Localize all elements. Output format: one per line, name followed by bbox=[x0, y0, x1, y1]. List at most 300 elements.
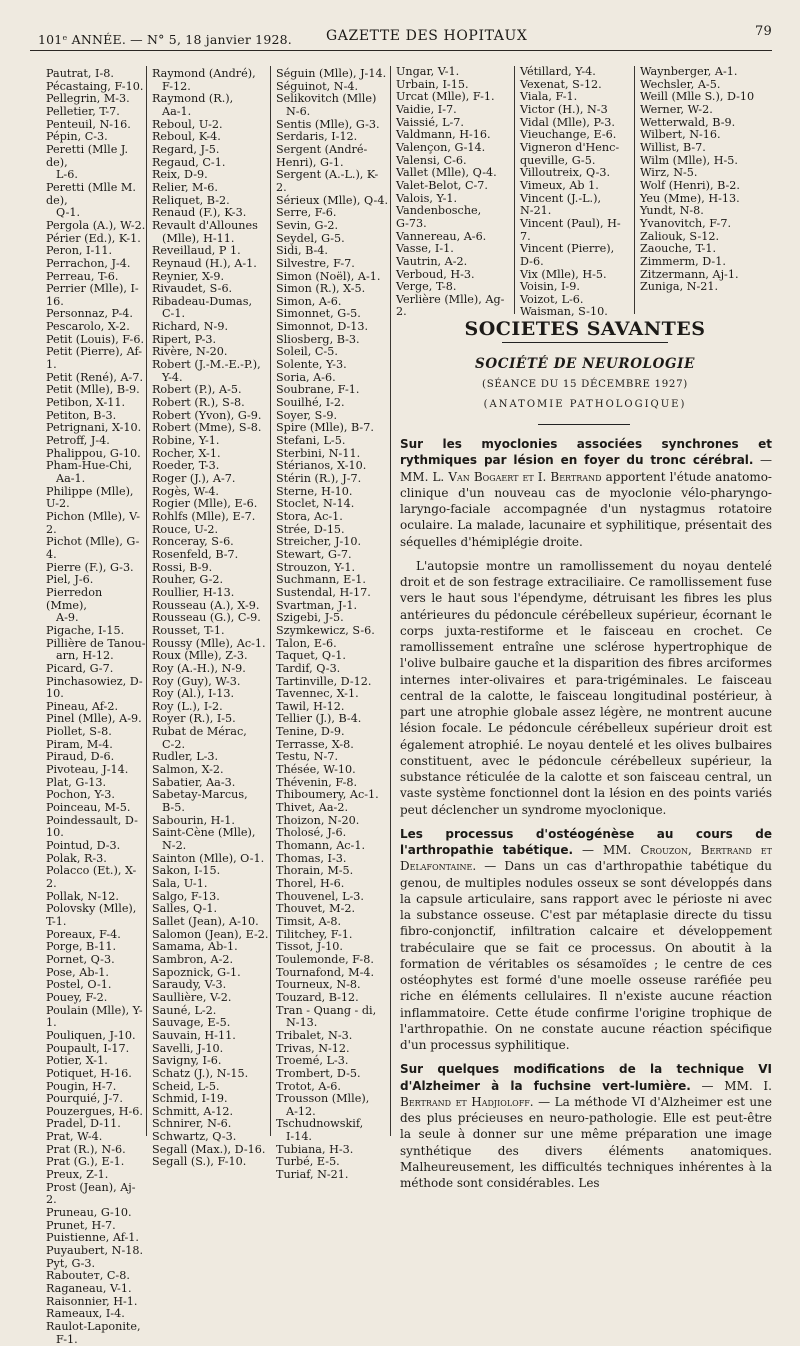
index-entry: Saraudy, V-3. bbox=[152, 978, 227, 992]
index-entry: Pivoteau, J-14. bbox=[46, 763, 129, 777]
index-entry: Roeder, T-3. bbox=[152, 459, 220, 473]
index-entry: Thiboumery, Ac-1. bbox=[276, 788, 379, 802]
index-entry: Petrignani, X-10. bbox=[46, 421, 142, 435]
index-entry: Ripert, P-3. bbox=[152, 332, 217, 346]
index-entry: Rouher, G-2. bbox=[152, 573, 224, 587]
index-entry: C-1. bbox=[162, 307, 186, 321]
index-entry: Philippe (Mlle), U-2. bbox=[46, 484, 134, 511]
index-entry: Sergent (A.-L.), K-2. bbox=[276, 168, 379, 194]
index-entry: N-21. bbox=[520, 204, 552, 218]
index-entry: Petit (Louis), F-6. bbox=[46, 332, 145, 346]
index-entry: Soyer, S-9. bbox=[276, 408, 338, 422]
index-entry: Pigache, I-15. bbox=[46, 623, 125, 637]
index-entry: Seydel, G-5. bbox=[276, 231, 345, 245]
index-entry: Raisonnier, H-1. bbox=[46, 1294, 138, 1308]
index-entry: Peretti (Mlle M. de), bbox=[46, 180, 136, 207]
article-paragraph: — Dans un cas d'arthropathie tabétique du genou, de multiples nodules osseux se sont développés dans la capsule articulaire, sans rapport avec le périoste ni avec la substance osseuse. C'est par métaplasie directe du tissu fibro-conjonctif, infiltration calcaire et développement trabéculaire que se fait ce processus. On aboutit à la formation de véritables os sésamoïdes ; le centre de ces ostéophytes est formé d'une moelle osseuse raréfiée peu riche en éléments cellulaires. Il n'existe aucune réaction inflammatoire. Cette étude confirme l'origine trophique de l'arthropathie. On ne constate aucune réaction spécifique d'un processus syphilitique. bbox=[400, 859, 772, 1052]
index-entry: Zaouche, T-1. bbox=[640, 242, 717, 256]
index-entry: Rudler, L-3. bbox=[152, 750, 219, 764]
article-authors: — MM. I. Bertrand et Hadjioloff. bbox=[400, 1078, 772, 1109]
index-entry: (Mlle), H-11. bbox=[162, 231, 235, 245]
index-entry: Trotot, A-6. bbox=[276, 1079, 341, 1093]
index-entry: N-13. bbox=[286, 1016, 318, 1030]
article-title: Sur les myoclonies associées synchrones et rythmiques par lésion en foyer du tronc cérébral. bbox=[400, 437, 772, 468]
index-entry: Sterbini, N-11. bbox=[276, 446, 361, 460]
index-entry: Reynier, X-9. bbox=[152, 269, 225, 283]
index-entry: Pose, Ab-1. bbox=[46, 965, 109, 979]
column-divider bbox=[514, 66, 515, 314]
index-entry: Tran - Quang - di, bbox=[276, 1003, 377, 1017]
index-entry: Urbain, I-15. bbox=[396, 77, 469, 91]
index-entry: Rouce, U-2. bbox=[152, 522, 219, 536]
index-entry: Puyaubert, N-18. bbox=[46, 1244, 144, 1258]
index-entry: A-12. bbox=[286, 1104, 316, 1118]
index-entry: Tenine, D-9. bbox=[276, 725, 345, 739]
index-entry: Pierredon (Mme), bbox=[46, 585, 103, 612]
index-entry: Q-1. bbox=[56, 206, 81, 220]
index-entry: Puistienne, Af-1. bbox=[46, 1231, 139, 1245]
index-entry: Troemé, L-3. bbox=[276, 1054, 349, 1068]
index-column-1 bbox=[46, 68, 146, 1346]
index-entry: Reliquet, B-2. bbox=[152, 193, 230, 207]
index-entry: Touzard, B-12. bbox=[276, 990, 359, 1004]
article-authors: — MM. L. Van Bogaert et I. Bertrand bbox=[400, 453, 772, 484]
index-entry: Stérianos, X-10. bbox=[276, 459, 367, 473]
journal-title: GAZETTE DES HOPITAUX bbox=[326, 28, 528, 44]
index-entry: Reboul, K-4. bbox=[152, 130, 221, 144]
index-entry: Schmid, I-19. bbox=[152, 1092, 228, 1106]
article-paragraph: L'autopsie montre un ramollissement du noyau dentelé droit et de son festrage extraciliaire. Ce ramollissement fuse vers le haut sous l'épendyme, détruisant les fibres les plus antérieures du pédoncule cérébelleux supérieur, écornant le corps juxta-restiforme et le faisceau en crochet. Ce ramollissement entraîne une sclérose hypertrophique de l'olive bulbaire gauche et la disparition des fibres arciformes internes inter-olivaires et para-trigéminales. Le faisceau central de la calotte, le faisceau longitudinal postérieur, à part une atrophie globale assez légère, ne montrent aucune lésion focale. Le pédoncule cérébelleux supérieur droit est également atrophié. Le noyau dentelé et les olives bulbaires constituent, avec le pédoncule cérébelleux supérieur, la substance réticulée de la calotte et son faisceau central, un vaste système fonctionnel dont la lésion en des points variés peut déclencher un syndrome myoclonique. bbox=[400, 558, 772, 817]
index-entry: queville, G-5. bbox=[520, 153, 596, 167]
index-entry: Valençon, G-14. bbox=[396, 140, 486, 154]
index-entry: Prat (G.), E-1. bbox=[46, 1155, 125, 1169]
index-entry: Pichon (Mlle), V-2. bbox=[46, 509, 140, 536]
index-entry: Petiton, B-3. bbox=[46, 408, 117, 422]
section-rule bbox=[538, 424, 630, 425]
index-entry: B-5. bbox=[162, 801, 185, 815]
index-entry: Roux (Mlle), Z-3. bbox=[152, 649, 248, 663]
index-entry: Penteuil, N-16. bbox=[46, 117, 131, 131]
index-entry: Salles, Q-1. bbox=[152, 902, 218, 916]
index-entry: Souilhé, I-2. bbox=[276, 396, 345, 410]
index-entry: Victor (H.), N-3 bbox=[520, 102, 608, 116]
index-entry: Schatz (J.), N-15. bbox=[152, 1066, 249, 1080]
index-entry: Thomann, Ac-1. bbox=[276, 839, 366, 853]
index-entry: Spire (Mlle), B-7. bbox=[276, 421, 374, 435]
index-entry: Villoutreix, Q-3. bbox=[520, 166, 611, 180]
society-name: SOCIÉTÉ DE NEUROLOGIE bbox=[475, 356, 695, 372]
index-entry: Personnaz, P-4. bbox=[46, 307, 133, 321]
index-column-3 bbox=[276, 68, 388, 1182]
index-entry: Tournafond, M-4. bbox=[276, 965, 375, 979]
index-entry: Vincent (Pierre), bbox=[520, 242, 615, 256]
index-entry: Piram, M-4. bbox=[46, 737, 113, 751]
index-entry: Prat, W-4. bbox=[46, 1130, 103, 1144]
index-entry: Taquet, Q-1. bbox=[276, 649, 346, 663]
index-entry: Thésée, W-10. bbox=[276, 763, 356, 777]
index-entry: Richard, N-9. bbox=[152, 320, 229, 334]
index-entry: Ribadeau-Dumas, bbox=[152, 294, 253, 308]
index-entry: Soria, A-6. bbox=[276, 370, 336, 384]
index-entry: Relier, M-6. bbox=[152, 180, 218, 194]
index-entry: Solente, Y-3. bbox=[276, 358, 347, 372]
index-entry: Prat (R.), N-6. bbox=[46, 1142, 126, 1156]
index-entry: Pécastaing, F-10. bbox=[46, 79, 144, 93]
index-entry: Vimeux, Ab 1. bbox=[520, 178, 599, 192]
index-entry: Sliosberg, B-3. bbox=[276, 332, 360, 346]
index-entry: Timsit, A-8. bbox=[276, 914, 342, 928]
index-entry: F-1. bbox=[56, 1332, 78, 1346]
index-entry: Segall (Max.), D-16. bbox=[152, 1142, 266, 1156]
index-entry: Svartman, J-1. bbox=[276, 598, 358, 612]
index-entry: Roger (J.), A-7. bbox=[152, 472, 236, 485]
index-entry: Rubat de Mérac, bbox=[152, 725, 247, 739]
index-entry: Peron, I-11. bbox=[46, 244, 113, 258]
index-box-right bbox=[390, 65, 774, 319]
index-entry: Roy (L.), I-2. bbox=[152, 699, 223, 713]
index-entry: I-14. bbox=[286, 1130, 312, 1144]
index-entry: Voizot, L-6. bbox=[520, 292, 584, 306]
index-entry: Valet-Belot, C-7. bbox=[396, 178, 488, 192]
index-entry: Thévenin, F-8. bbox=[276, 775, 358, 789]
index-entry: Vandenbosche, bbox=[396, 204, 482, 218]
index-entry: Zuniga, N-21. bbox=[640, 280, 719, 294]
index-entry: Robine, Y-1. bbox=[152, 434, 220, 448]
index-entry: Poreaux, F-4. bbox=[46, 927, 121, 941]
article-myoclonies bbox=[400, 436, 772, 1199]
index-entry: Pointud, D-3. bbox=[46, 839, 121, 853]
index-entry: Simon (R.), X-5. bbox=[276, 282, 366, 296]
issue-info: 101ᵉ ANNÉE. — N° 5, 18 janvier 1928. bbox=[38, 32, 292, 47]
index-entry: Roy (Al.), I-13. bbox=[152, 687, 235, 701]
index-entry: Piraud, D-6. bbox=[46, 750, 115, 764]
index-entry: Royer (R.), I-5. bbox=[152, 712, 236, 726]
index-entry: Sustendal, H-17. bbox=[276, 585, 371, 599]
index-entry: Vaissié, L-7. bbox=[396, 115, 464, 129]
index-entry: Tissot, J-10. bbox=[276, 940, 343, 954]
index-entry: Tartinville, D-12. bbox=[276, 674, 372, 688]
index-entry: Wilm (Mlle), H-5. bbox=[640, 153, 738, 167]
index-entry: N-2. bbox=[162, 839, 187, 853]
index-entry: Prost (Jean), Aj-2. bbox=[46, 1180, 136, 1207]
index-entry: Thorain, M-5. bbox=[276, 864, 354, 878]
index-entry: Polacco (Et.), X-2. bbox=[46, 864, 137, 890]
index-entry: Sidi, B-4. bbox=[276, 244, 328, 258]
index-entry: Rivère, N-20. bbox=[152, 345, 228, 359]
index-entry: Roy (A.-H.), N-9. bbox=[152, 661, 246, 675]
index-entry: Tribalet, N-3. bbox=[276, 1028, 353, 1042]
index-entry: Schnirer, N-6. bbox=[152, 1117, 232, 1131]
index-entry: Stérin (R.), J-7. bbox=[276, 472, 362, 485]
index-entry: Trombert, D-5. bbox=[276, 1066, 361, 1080]
index-entry: Turbé, E-5. bbox=[276, 1155, 340, 1169]
index-entry: Tawil, H-12. bbox=[276, 699, 345, 713]
index-entry: Sergent (André- bbox=[276, 142, 368, 156]
index-entry: Valensi, C-6. bbox=[396, 153, 467, 167]
index-entry: Thivet, Aa-2. bbox=[276, 801, 348, 815]
index-entry: Potiquet, H-16. bbox=[46, 1066, 132, 1080]
index-entry: Perrier (Mlle), I-16. bbox=[46, 282, 139, 308]
index-entry: Viala, F-1. bbox=[520, 90, 578, 104]
index-entry: Sauvain, H-11. bbox=[152, 1028, 236, 1042]
index-entry: Trousson (Mlle), bbox=[276, 1092, 370, 1106]
index-entry: Stora, Ac-1. bbox=[276, 509, 343, 523]
index-entry: Picard, G-7. bbox=[46, 661, 114, 675]
index-entry: Poindessault, D-10. bbox=[46, 813, 138, 840]
index-entry: Petit (Mlle), B-9. bbox=[46, 383, 140, 397]
index-entry: Pruneau, G-10. bbox=[46, 1206, 132, 1220]
index-entry: Sala, U-1. bbox=[152, 877, 208, 890]
index-entry: Polovsky (Mlle), T-1. bbox=[46, 902, 137, 928]
index-entry: Rameaux, I-4. bbox=[46, 1307, 125, 1321]
index-entry: Pyt, G-3. bbox=[46, 1256, 96, 1270]
index-entry: Potier, X-1. bbox=[46, 1054, 108, 1068]
index-entry: C-2. bbox=[162, 737, 186, 751]
index-entry: Pépin, C-3. bbox=[46, 130, 108, 144]
index-entry: Pollak, N-12. bbox=[46, 889, 119, 903]
index-entry: Tardif, Q-3. bbox=[276, 661, 341, 675]
column-divider bbox=[146, 66, 147, 1136]
article-title: Sur quelques modifications de la technique VI d'Alzheimer à la fuchsine vert-lumière. bbox=[400, 1062, 772, 1093]
index-entry: Verge, T-8. bbox=[396, 280, 457, 294]
index-entry: Y-4. bbox=[162, 370, 183, 384]
header-rule bbox=[30, 50, 772, 51]
index-entry: Rousseau (A.), X-9. bbox=[152, 598, 260, 612]
index-entry: Petibon, X-11. bbox=[46, 396, 126, 410]
index-entry: Revault d'Allounes bbox=[152, 218, 258, 232]
index-entry: Wilbert, N-16. bbox=[640, 128, 721, 142]
index-entry: Roussy (Mlle), Ac-1. bbox=[152, 636, 266, 650]
section-title: SOCIETES SAVANTES bbox=[396, 318, 774, 343]
index-entry: Pergola (A.), W-2. bbox=[46, 218, 146, 232]
index-entry: Séguinot, N-4. bbox=[276, 79, 359, 93]
index-entry: Poupault, I-17. bbox=[46, 1041, 130, 1055]
index-entry: Tschudnowskif, bbox=[276, 1117, 364, 1131]
index-entry: Salmon, X-2. bbox=[152, 763, 224, 777]
index-entry: Suchmann, E-1. bbox=[276, 573, 366, 587]
index-entry: Simonnot, D-13. bbox=[276, 320, 369, 334]
index-entry: Salomon (Jean), E-2. bbox=[152, 927, 269, 941]
index-entry: N-6. bbox=[286, 104, 311, 118]
seance-date: (SÉANCE DU 15 DÉCEMBRE 1927) bbox=[482, 379, 688, 390]
index-entry: Perrachon, J-4. bbox=[46, 256, 131, 270]
index-entry: Sterne, H-10. bbox=[276, 484, 353, 498]
index-entry: Wolf (Henri), B-2. bbox=[640, 178, 740, 192]
index-entry: Rogier (Mlle), E-6. bbox=[152, 497, 258, 511]
index-entry: Tourneux, N-8. bbox=[276, 978, 361, 992]
index-entry: F-12. bbox=[162, 79, 191, 93]
page-number: 79 bbox=[755, 24, 772, 39]
index-entry: Thorel, H-6. bbox=[276, 877, 345, 890]
index-entry: Vieuchange, E-6. bbox=[520, 128, 617, 142]
index-entry: Yeu (Mme), H-13. bbox=[640, 191, 740, 205]
index-entry: Pichot (Mlle), G-4. bbox=[46, 535, 140, 561]
index-entry: Sevin, G-2. bbox=[276, 218, 339, 232]
index-entry: Séguin (Mlle), J-14. bbox=[276, 67, 387, 80]
index-entry: Reboul, U-2. bbox=[152, 117, 223, 131]
article-paragraph: — La méthode VI d'Alzheimer est une des plus précieuses en neuro-pathologie. Elle est peut-être la seule à donner sur une même préparation une image synthétique des divers éléments anatomiques. Malheureusement, les difficultés techniques inhérentes à la méthode sont considérables. Les bbox=[400, 1094, 772, 1190]
index-entry: Phalippou, G-10. bbox=[46, 446, 141, 460]
index-entry: Vexenat, S-12. bbox=[520, 77, 602, 91]
index-entry: Verlière (Mlle), Ag-2. bbox=[396, 292, 505, 319]
index-entry: Werner, W-2. bbox=[640, 102, 713, 116]
index-entry: Thouvet, M-2. bbox=[276, 902, 356, 916]
index-entry: Raganeau, V-1. bbox=[46, 1282, 132, 1295]
index-entry: Preux, Z-1. bbox=[46, 1168, 109, 1182]
index-entry: Robert (Yvon), G-9. bbox=[152, 408, 262, 422]
index-entry: Poulain (Mlle), Y-1. bbox=[46, 1003, 143, 1030]
index-entry: G-73. bbox=[396, 216, 427, 230]
index-entry: Sentis (Mlle), G-3. bbox=[276, 117, 380, 131]
index-entry: Pouliquen, J-10. bbox=[46, 1028, 136, 1042]
index-entry: Stefani, L-5. bbox=[276, 434, 346, 448]
index-entry: Pinel (Mlle), A-9. bbox=[46, 712, 142, 726]
index-entry: Vannereau, A-6. bbox=[396, 229, 487, 243]
index-entry: Scheid, L-5. bbox=[152, 1079, 220, 1093]
index-entry: Sakon, I-15. bbox=[152, 864, 221, 878]
index-entry: Simon, A-6. bbox=[276, 294, 342, 308]
index-entry: Talon, E-6. bbox=[276, 636, 337, 650]
index-entry: Zimmerm, D-1. bbox=[640, 254, 726, 268]
index-entry: Perreau, T-6. bbox=[46, 269, 119, 283]
index-entry: Regaud, C-1. bbox=[152, 155, 226, 169]
index-entry: Rocher, X-1. bbox=[152, 446, 221, 460]
index-entry: Vasse, I-1. bbox=[396, 242, 454, 256]
index-entry: Raymond (André), bbox=[152, 67, 256, 80]
index-entry: Yundt, N-8. bbox=[640, 204, 704, 218]
index-entry: Pouey, F-2. bbox=[46, 990, 108, 1004]
index-entry: Savelli, J-10. bbox=[152, 1041, 224, 1055]
index-entry: Vallet (Mlle), Q-4. bbox=[396, 166, 497, 180]
index-entry: Sabatier, Aa-3. bbox=[152, 775, 236, 789]
index-entry: L-6. bbox=[56, 168, 78, 182]
index-entry: Rossi, B-9. bbox=[152, 560, 213, 574]
index-entry: Vincent (J.-L.), bbox=[520, 191, 602, 205]
index-entry: Vaidie, I-7. bbox=[396, 102, 457, 116]
index-entry: Pillière de Tanou- bbox=[46, 636, 146, 650]
index-entry: Soleil, C-5. bbox=[276, 345, 338, 359]
index-entry: Vidal (Mlle), P-3. bbox=[520, 115, 615, 129]
index-entry: Tellier (J.), B-4. bbox=[276, 712, 362, 726]
index-entry: Urcat (Mlle), F-1. bbox=[396, 90, 495, 104]
index-entry: Sauné, L-2. bbox=[152, 1003, 217, 1017]
index-entry: Raymond (R.), bbox=[152, 92, 234, 106]
index-entry: Salgo, F-13. bbox=[152, 889, 220, 903]
index-entry: Strouzon, Y-1. bbox=[276, 560, 356, 574]
index-entry: Rohlfs (Mlle), E-7. bbox=[152, 509, 256, 523]
index-entry: Petit (Pierre), Af-1. bbox=[46, 345, 143, 372]
index-entry: Regard, J-5. bbox=[152, 142, 220, 156]
index-entry: Toulemonde, F-8. bbox=[276, 952, 374, 966]
index-entry: Vétillard, Y-4. bbox=[520, 65, 596, 78]
index-entry: Saint-Cène (Mlle), bbox=[152, 826, 256, 840]
index-entry: Szymkewicz, S-6. bbox=[276, 623, 375, 637]
index-entry: Rabouteт, C-8. bbox=[46, 1269, 130, 1283]
column-divider bbox=[634, 66, 635, 314]
index-entry: Ungar, V-1. bbox=[396, 65, 460, 78]
index-entry: Valois, Y-1. bbox=[396, 191, 458, 205]
index-entry: Pham-Hue-Chi, bbox=[46, 459, 133, 473]
index-entry: Pelletier, T-7. bbox=[46, 104, 120, 118]
index-entry: Pradel, D-11. bbox=[46, 1117, 121, 1131]
index-entry: Zaliouk, S-12. bbox=[640, 229, 720, 243]
index-entry: Sauvage, E-5. bbox=[152, 1016, 231, 1030]
index-entry: Reveillaud, P 1. bbox=[152, 244, 241, 258]
index-entry: Simon (Noël), A-1. bbox=[276, 269, 381, 283]
index-entry: Postel, O-1. bbox=[46, 978, 112, 992]
index-entry: Vigneron d'Henc- bbox=[520, 140, 620, 154]
index-entry: Peretti (Mlle J. de), bbox=[46, 142, 129, 169]
index-entry: Rogès, W-4. bbox=[152, 484, 219, 498]
index-entry: Sérieux (Mlle), Q-4. bbox=[276, 193, 389, 207]
index-entry: Reynaud (H.), A-1. bbox=[152, 256, 257, 270]
index-entry: Pineau, Af-2. bbox=[46, 699, 118, 713]
index-entry: Piollet, S-8. bbox=[46, 725, 112, 739]
index-entry: Streicher, J-10. bbox=[276, 535, 362, 549]
index-entry: Simonnet, G-5. bbox=[276, 307, 361, 321]
index-entry: A-9. bbox=[56, 611, 79, 625]
index-entry: Rousset, T-1. bbox=[152, 623, 225, 637]
index-entry: Thouvenel, L-3. bbox=[276, 889, 364, 903]
index-entry: Sabetay-Marcus, bbox=[152, 788, 248, 802]
index-entry: Tilitchey, F-1. bbox=[276, 927, 353, 941]
index-column-6 bbox=[640, 66, 772, 294]
index-entry: Samama, Ab-1. bbox=[152, 940, 238, 954]
index-entry: Sallet (Jean), A-10. bbox=[152, 914, 259, 928]
index-entry: arn, H-12. bbox=[56, 649, 114, 663]
index-entry: Rosenfeld, B-7. bbox=[152, 547, 239, 561]
index-entry: Willist, B-7. bbox=[640, 140, 706, 154]
index-entry: Poinceau, M-5. bbox=[46, 801, 131, 815]
index-entry: Stoclet, N-14. bbox=[276, 497, 355, 511]
index-entry: Roy (Guy), W-3. bbox=[152, 674, 241, 688]
index-entry: Sabourin, H-1. bbox=[152, 813, 235, 827]
index-entry: Vincent (Paul), H-7. bbox=[520, 216, 621, 243]
index-entry: Sapoznick, G-1. bbox=[152, 965, 241, 979]
index-entry: Thomas, I-3. bbox=[276, 851, 347, 865]
index-entry: Petit (René), A-7. bbox=[46, 370, 144, 384]
index-entry: Aa-1. bbox=[162, 104, 192, 118]
index-entry: Aa-1. bbox=[56, 472, 86, 485]
index-entry: Porge, B-11. bbox=[46, 940, 117, 954]
index-entry: Pochon, Y-3. bbox=[46, 788, 115, 802]
index-entry: Wirz, N-5. bbox=[640, 166, 698, 180]
index-column-4 bbox=[396, 66, 510, 319]
index-entry: Raulot-Laponite, bbox=[46, 1319, 141, 1333]
index-entry: Zitzermann, Aj-1. bbox=[640, 267, 739, 281]
index-entry: Schwartz, Q-3. bbox=[152, 1130, 237, 1144]
index-entry: Rivaudet, S-6. bbox=[152, 282, 233, 296]
index-entry: Plat, G-13. bbox=[46, 775, 107, 789]
index-entry: Prunet, H-7. bbox=[46, 1218, 116, 1232]
index-entry: Robert (P.), A-5. bbox=[152, 383, 242, 397]
index-entry: Pautrat, I-8. bbox=[46, 67, 114, 80]
index-entry: Sambron, A-2. bbox=[152, 952, 234, 966]
index-entry: Piel, J-6. bbox=[46, 573, 94, 587]
index-entry: Yvanovitch, F-7. bbox=[640, 216, 732, 230]
index-entry: Pougin, H-7. bbox=[46, 1079, 117, 1093]
index-entry: Wechsler, A-5. bbox=[640, 77, 721, 91]
index-entry: Pellegrin, M-3. bbox=[46, 92, 130, 106]
article-authors: — MM. Crouzon, Bertrand et Delafontaine. bbox=[400, 843, 772, 874]
index-entry: Pescarolo, X-2. bbox=[46, 320, 130, 334]
index-entry: Waynberger, A-1. bbox=[640, 65, 738, 78]
index-entry: Pierre (F.), G-3. bbox=[46, 560, 134, 574]
index-entry: Pourquié, J-7. bbox=[46, 1092, 123, 1106]
index-entry: Périer (Ed.), K-1. bbox=[46, 231, 141, 245]
article-title: Les processus d'ostéogénèse au cours de l'arthropathie tabétique. bbox=[400, 826, 772, 857]
index-entry: Waisman, S-10. bbox=[520, 305, 608, 319]
